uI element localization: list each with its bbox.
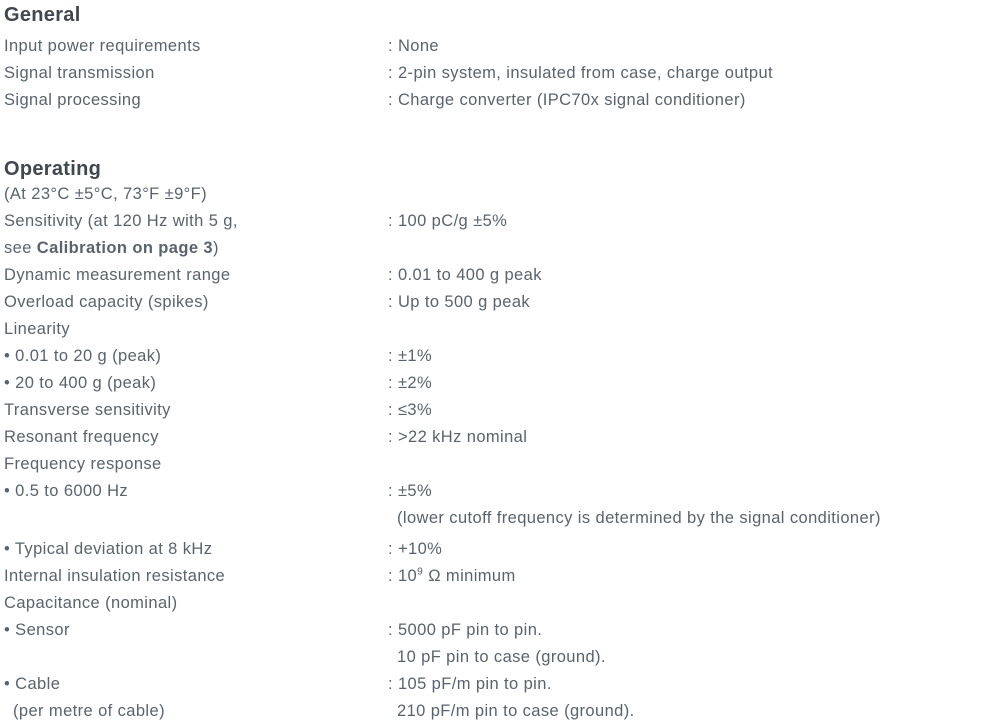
spec-row	[0, 319, 992, 346]
spec-label-bulleted: • 20 to 400 g (peak)	[4, 374, 157, 392]
spec-value: : 0.01 to 400 g peak	[388, 266, 542, 284]
spec-value: : ±5%	[388, 482, 433, 500]
section-heading-operating: Operating	[4, 158, 102, 180]
spec-row	[0, 265, 992, 292]
value-post: Ω minimum	[423, 567, 516, 585]
spec-label-wrapped	[0, 238, 388, 259]
spec-value: : 105 pF/m pin to pin.	[388, 675, 552, 693]
spec-value: : +10%	[388, 540, 443, 558]
spec-label: Sensitivity (at 120 Hz with 5 g,	[4, 212, 238, 230]
spec-value: : Up to 500 g peak	[388, 293, 531, 311]
spec-value: : 2-pin system, insulated from case, charge output	[388, 64, 774, 82]
spec-row-continuation	[0, 508, 992, 531]
spec-value-continuation: 10 pF pin to case (ground).	[397, 648, 606, 666]
spec-row	[0, 373, 992, 400]
spec-label-bulleted: • 0.01 to 20 g (peak)	[4, 347, 162, 365]
spec-row	[0, 539, 992, 566]
spec-value: : ±2%	[388, 374, 433, 392]
spec-label: Overload capacity (spikes)	[4, 293, 209, 311]
spec-label-bulleted: • 0.5 to 6000 Hz	[4, 482, 129, 500]
spec-value: : 100 pC/g ±5%	[388, 212, 508, 230]
spec-row	[0, 211, 992, 238]
spec-row-continuation	[0, 701, 992, 724]
spec-label: Signal processing	[4, 91, 142, 109]
value-exponent: 9	[417, 566, 424, 578]
value-pre: : 10	[388, 567, 418, 585]
spec-row	[0, 90, 992, 117]
spec-group-label: Capacitance (nominal)	[4, 594, 178, 612]
spec-value: : >22 kHz nominal	[388, 428, 528, 446]
spec-row	[0, 674, 992, 701]
spec-value: : 5000 pF pin to pin.	[388, 621, 543, 639]
spec-row	[0, 481, 992, 508]
spec-row	[0, 292, 992, 319]
spec-condition-note: (At 23°C ±5°C, 73°F ±9°F)	[4, 185, 208, 203]
spec-label-bulleted: • Cable	[4, 675, 61, 693]
spec-row	[0, 620, 992, 647]
spec-row	[0, 427, 992, 454]
spec-label-bulleted: • Sensor	[4, 621, 70, 639]
spec-label-post: )	[212, 239, 219, 257]
spec-label: Resonant frequency	[4, 428, 159, 446]
spec-group-label: Frequency response	[4, 455, 162, 473]
spec-row	[0, 36, 992, 63]
spec-label: Dynamic measurement range	[4, 266, 231, 284]
spec-row	[0, 238, 992, 265]
spec-row	[0, 454, 992, 481]
spec-row	[0, 566, 992, 593]
calibration-page-reference: Calibration on page 3	[36, 239, 213, 257]
spec-label-continuation: (per metre of cable)	[13, 702, 165, 720]
spec-row	[0, 593, 992, 620]
spec-label: Signal transmission	[4, 64, 155, 82]
spec-value-note: (lower cutoff frequency is determined by the signal conditioner)	[397, 509, 881, 527]
spec-row-continuation	[0, 647, 992, 670]
spec-value: : ≤3%	[388, 401, 433, 419]
spec-label-pre: see	[4, 239, 37, 257]
spec-value: : Charge converter (IPC70x signal conditioner)	[388, 91, 746, 109]
spec-row	[0, 346, 992, 373]
spec-label: Internal insulation resistance	[4, 567, 226, 585]
spec-row	[0, 400, 992, 427]
spec-sheet-page	[0, 3, 992, 720]
spec-group-label: Linearity	[4, 320, 70, 338]
spec-value: : ±1%	[388, 347, 433, 365]
spec-label: Transverse sensitivity	[4, 401, 171, 419]
spec-label: Input power requirements	[4, 37, 201, 55]
spec-label-bulleted: • Typical deviation at 8 kHz	[4, 540, 213, 558]
spec-value-continuation: 210 pF/m pin to case (ground).	[397, 702, 635, 720]
spec-value-superscript	[388, 566, 992, 587]
spec-row	[0, 63, 992, 90]
spec-row	[0, 184, 992, 211]
spec-value: : None	[388, 37, 440, 55]
section-heading-general: General	[4, 4, 81, 26]
